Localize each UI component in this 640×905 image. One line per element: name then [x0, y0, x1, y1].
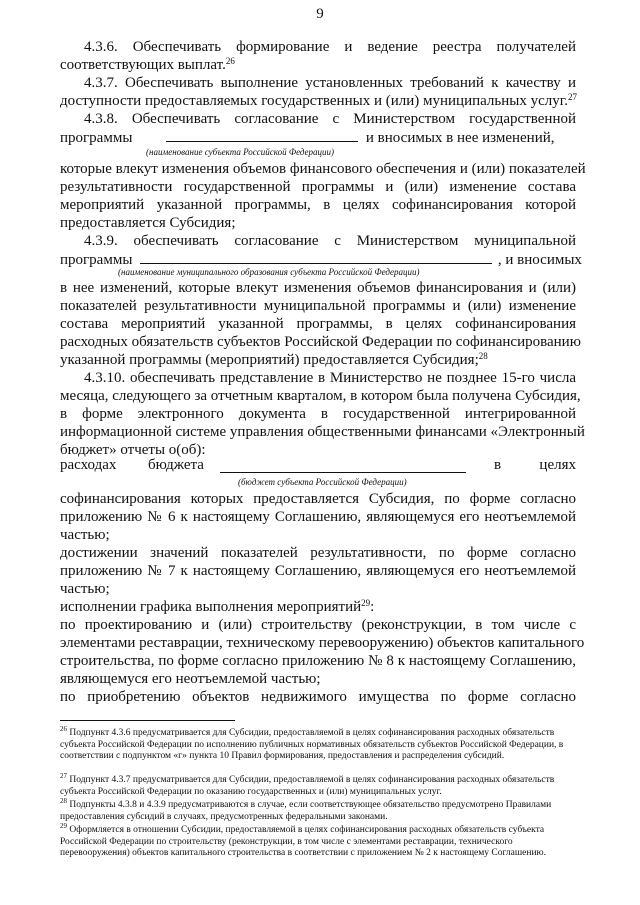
clause-4-3-9-changes: , и вносимых	[497, 252, 582, 268]
in-word: в	[494, 457, 502, 473]
expenses-line-1	[60, 457, 576, 474]
footnote-number: 26	[60, 725, 67, 733]
clause-4-3-7-line-1: 4.3.7. Обеспечивать выполнение установленных требований к качеству и	[84, 75, 576, 91]
clause-4-3-8-line-6: предоставляется Субсидия;	[60, 215, 236, 231]
footnote-text: Подпункт 4.3.6 предусматривается для Субсидии, предоставляемой в целях софинансирования расходных обязательств субъекта Российской Федерации по исполнению публичных нормативных обязательств субъектов Российской Федерации, в соответствии с подпунктом «г» пункта 10 Правил формирования, предоставления и распределения субсидий.	[60, 728, 564, 761]
program-label: программы	[60, 252, 133, 268]
program-label: программы	[60, 130, 133, 146]
clause-4-3-9-line-7	[60, 352, 488, 369]
region-name-caption: (наименование субъекта Российской Федерации)	[146, 147, 335, 157]
purposes-word: целях	[539, 457, 576, 473]
footnote-ref-28: 28	[478, 351, 488, 361]
expenses-word: расходах	[60, 457, 117, 473]
clause-4-3-8-line-2	[60, 129, 576, 147]
municipality-name-caption: (наименование муниципального образования субъекта Российской Федерации)	[118, 267, 420, 277]
footnote-ref-27: 27	[567, 92, 577, 102]
footnote-number: 28	[60, 797, 67, 805]
footnote-27	[60, 772, 576, 798]
clause-4-3-9-line-6: расходных обязательств субъектов Российской Федерации по софинансированию	[60, 334, 581, 350]
budget-name-blank	[220, 460, 466, 473]
acquisition-line-1: по приобретению объектов недвижимого имущества по форме согласно	[60, 689, 576, 705]
footnote-number: 29	[60, 822, 67, 830]
expenses-line-3: приложению № 6 к настоящему Соглашению, являющемуся его неотъемлемой	[60, 509, 576, 525]
expenses-line-4: частью;	[60, 527, 110, 543]
footnote-26	[60, 725, 576, 763]
clause-4-3-7-text: доступности предоставляемых государственных и (или) муниципальных услуг.	[60, 93, 568, 109]
design-line-1: по проектированию и (или) строительству (реконструкции, в том числе с	[60, 617, 576, 633]
expenses-line-2: софинансирования которых предоставляется Субсидия, по форме согласно	[60, 491, 576, 507]
clause-4-3-8-changes: и вносимых в нее изменений,	[365, 130, 555, 146]
municipality-name-blank	[140, 251, 492, 264]
clause-4-3-8-line-3: которые влекут изменения объемов финансового обеспечения и (или) показателей	[60, 161, 586, 177]
clause-4-3-6-line-1: 4.3.6. Обеспечивать формирование и ведение реестра получателей	[84, 39, 576, 55]
clause-4-3-9-text: указанной программы (мероприятий) предоставляется Субсидия;	[60, 352, 479, 368]
schedule-colon: :	[370, 599, 375, 615]
clause-4-3-8-line-1: 4.3.8. Обеспечивать согласование с Министерством государственной	[84, 111, 576, 127]
clause-4-3-10-line-1: 4.3.10. обеспечивать представление в Министерство не позднее 15-го числа	[84, 370, 576, 386]
footnote-separator	[60, 720, 235, 721]
footnote-29	[60, 822, 576, 860]
results-line-3: частью;	[60, 581, 110, 597]
results-line-2: приложению № 7 к настоящему Соглашению, являющемуся его неотъемлемой	[60, 563, 576, 579]
region-name-blank	[166, 129, 358, 142]
footnote-ref-29: 29	[361, 598, 371, 608]
clause-4-3-10-line-2: месяца, следующего за отчетным кварталом, в котором была получена Субсидия,	[60, 388, 581, 404]
schedule-text: исполнении графика выполнения мероприятий	[60, 599, 362, 615]
design-line-3: строительства, по форме согласно приложению № 8 к настоящему Соглашению,	[60, 653, 576, 669]
clause-4-3-8-line-5: мероприятий указанной программы, в целях софинансирования которой	[60, 197, 576, 213]
schedule-line	[60, 599, 374, 616]
clause-4-3-10-line-3: в форме электронного документа в государственной интегрированной	[60, 406, 576, 422]
page-number: 9	[316, 6, 324, 22]
clause-4-3-8-line-4: результативности государственной программы и (или) изменение состава	[60, 179, 576, 195]
clause-4-3-6-line-2	[60, 57, 235, 74]
footnote-text: Подпункты 4.3.8 и 4.3.9 предусматриваются в случае, если соответствующее обязательство предусмотрено Правилами предоставления субсидий в случаях, предусмотренных федеральными законами.	[60, 800, 552, 822]
clause-4-3-9-line-4: показателей результативности муниципальной программы и (или) изменение	[60, 298, 576, 314]
design-line-2: элементами реставрации, техническому перевооружению) объектов капитального	[60, 635, 585, 651]
clause-4-3-6-text: соответствующих выплат.	[60, 57, 226, 73]
footnote-text: Оформляется в отношении Субсидии, предоставляемой в целях софинансирования расходных обязательств субъекта Российской Федерации по строительству (реконструкции, в том числе с элементами реставрации, технического перевооружения) объектов капитального строительства в соответствии с приложением № 2 к настоящему Соглашению.	[60, 825, 547, 858]
clause-4-3-10-line-5: бюджет» отчеты о(об):	[60, 442, 206, 458]
clause-4-3-7-line-2	[60, 93, 577, 110]
clause-4-3-9-line-5: состава мероприятий указанной программы, в целях софинансирования	[60, 316, 576, 332]
footnote-number: 27	[60, 772, 67, 780]
design-line-4: являющемуся его неотъемлемой частью;	[60, 671, 321, 687]
budget-word: бюджета	[148, 457, 204, 473]
footnote-text: Подпункт 4.3.7 предусматривается для Субсидии, предоставляемой в целях софинансирования расходных обязательств субъекта Российской Федерации по оказанию государственных и (или) муниципальных услуг.	[60, 775, 555, 797]
budget-name-caption: (бюджет субъекта Российской Федерации)	[238, 477, 407, 487]
clause-4-3-9-line-1: 4.3.9. обеспечивать согласование с Министерством муниципальной	[84, 233, 576, 249]
results-line-1: достижении значений показателей результативности, по форме согласно	[60, 545, 576, 561]
footnote-ref-26: 26	[225, 56, 235, 66]
clause-4-3-9-line-3: в нее изменений, которые влекут изменения объемов финансирования и (или)	[60, 280, 576, 296]
footnote-28	[60, 797, 576, 823]
clause-4-3-10-line-4: информационной системе управления общественными финансами «Электронный	[60, 424, 585, 440]
